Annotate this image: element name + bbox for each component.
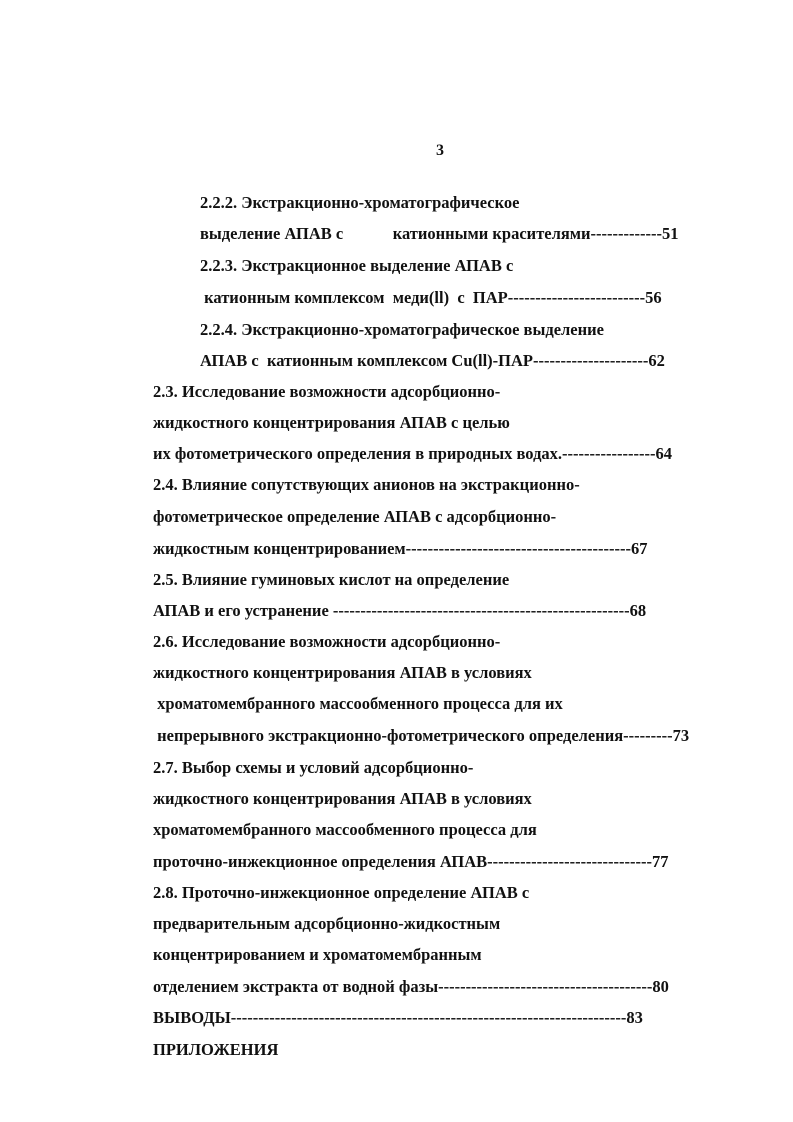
toc-line: жидкостного концентрирования АПАВ в условиях [153, 663, 532, 682]
toc-line: непрерывного экстракционно-фотометрического определения---------73 [153, 726, 690, 745]
toc-line: отделением экстракта от водной фазы---------------------------------------80 [153, 977, 669, 996]
toc-line: концентрированием и хроматомембранным [153, 945, 482, 964]
toc-line: 2.5. Влияние гуминовых кислот на определение [153, 570, 510, 589]
toc-line: 2.3. Исследование возможности адсорбционно- [153, 382, 501, 401]
toc-line: катионным комплексом меди(ll) с ПАР-------------------------56 [200, 288, 662, 307]
toc-line: АПАВ и его устранение ------------------------------------------------------68 [153, 601, 647, 620]
toc-line: проточно-инжекционное определения АПАВ------------------------------77 [153, 852, 669, 871]
toc-line: 2.4. Влияние сопутствующих анионов на экстракционно- [153, 475, 580, 494]
toc-line: 2.2.4. Экстракционно-хроматографическое выделение [200, 320, 604, 339]
toc-line: 2.7. Выбор схемы и условий адсорбционно- [153, 758, 474, 777]
toc-line: фотометрическое определение АПАВ с адсорбционно- [153, 507, 557, 526]
toc-line: 2.8. Проточно-инжекционное определение АПАВ с [153, 883, 530, 902]
toc-line: предварительным адсорбционно-жидкостным [153, 914, 501, 933]
toc-line: ВЫВОДЫ------------------------------------------------------------------------83 [153, 1008, 643, 1027]
toc-line: хроматомембранного массообменного процесса для их [153, 694, 563, 713]
toc-line: их фотометрического определения в природных водах.-----------------64 [153, 444, 672, 463]
toc-line: жидкостного концентрирования АПАВ в условиях [153, 789, 532, 808]
toc-line: выделение АПАВ с катионными красителями-------------51 [200, 224, 679, 243]
toc-line: жидкостным концентрированием-----------------------------------------67 [153, 539, 648, 558]
page-number: 3 [436, 142, 444, 159]
toc-line: 2.2.3. Экстракционное выделение АПАВ с [200, 256, 514, 275]
toc-heading-appendices: ПРИЛОЖЕНИЯ [153, 1040, 279, 1059]
toc-line: 2.6. Исследование возможности адсорбционно- [153, 632, 501, 651]
toc-line: 2.2.2. Экстракционно-хроматографическое [200, 193, 520, 212]
toc-line: хроматомембранного массообменного процесса для [153, 820, 537, 839]
toc-line: АПАВ с катионным комплексом Cu(ll)-ПАР---------------------62 [200, 351, 665, 370]
toc-line: жидкостного концентрирования АПАВ с целью [153, 413, 510, 432]
